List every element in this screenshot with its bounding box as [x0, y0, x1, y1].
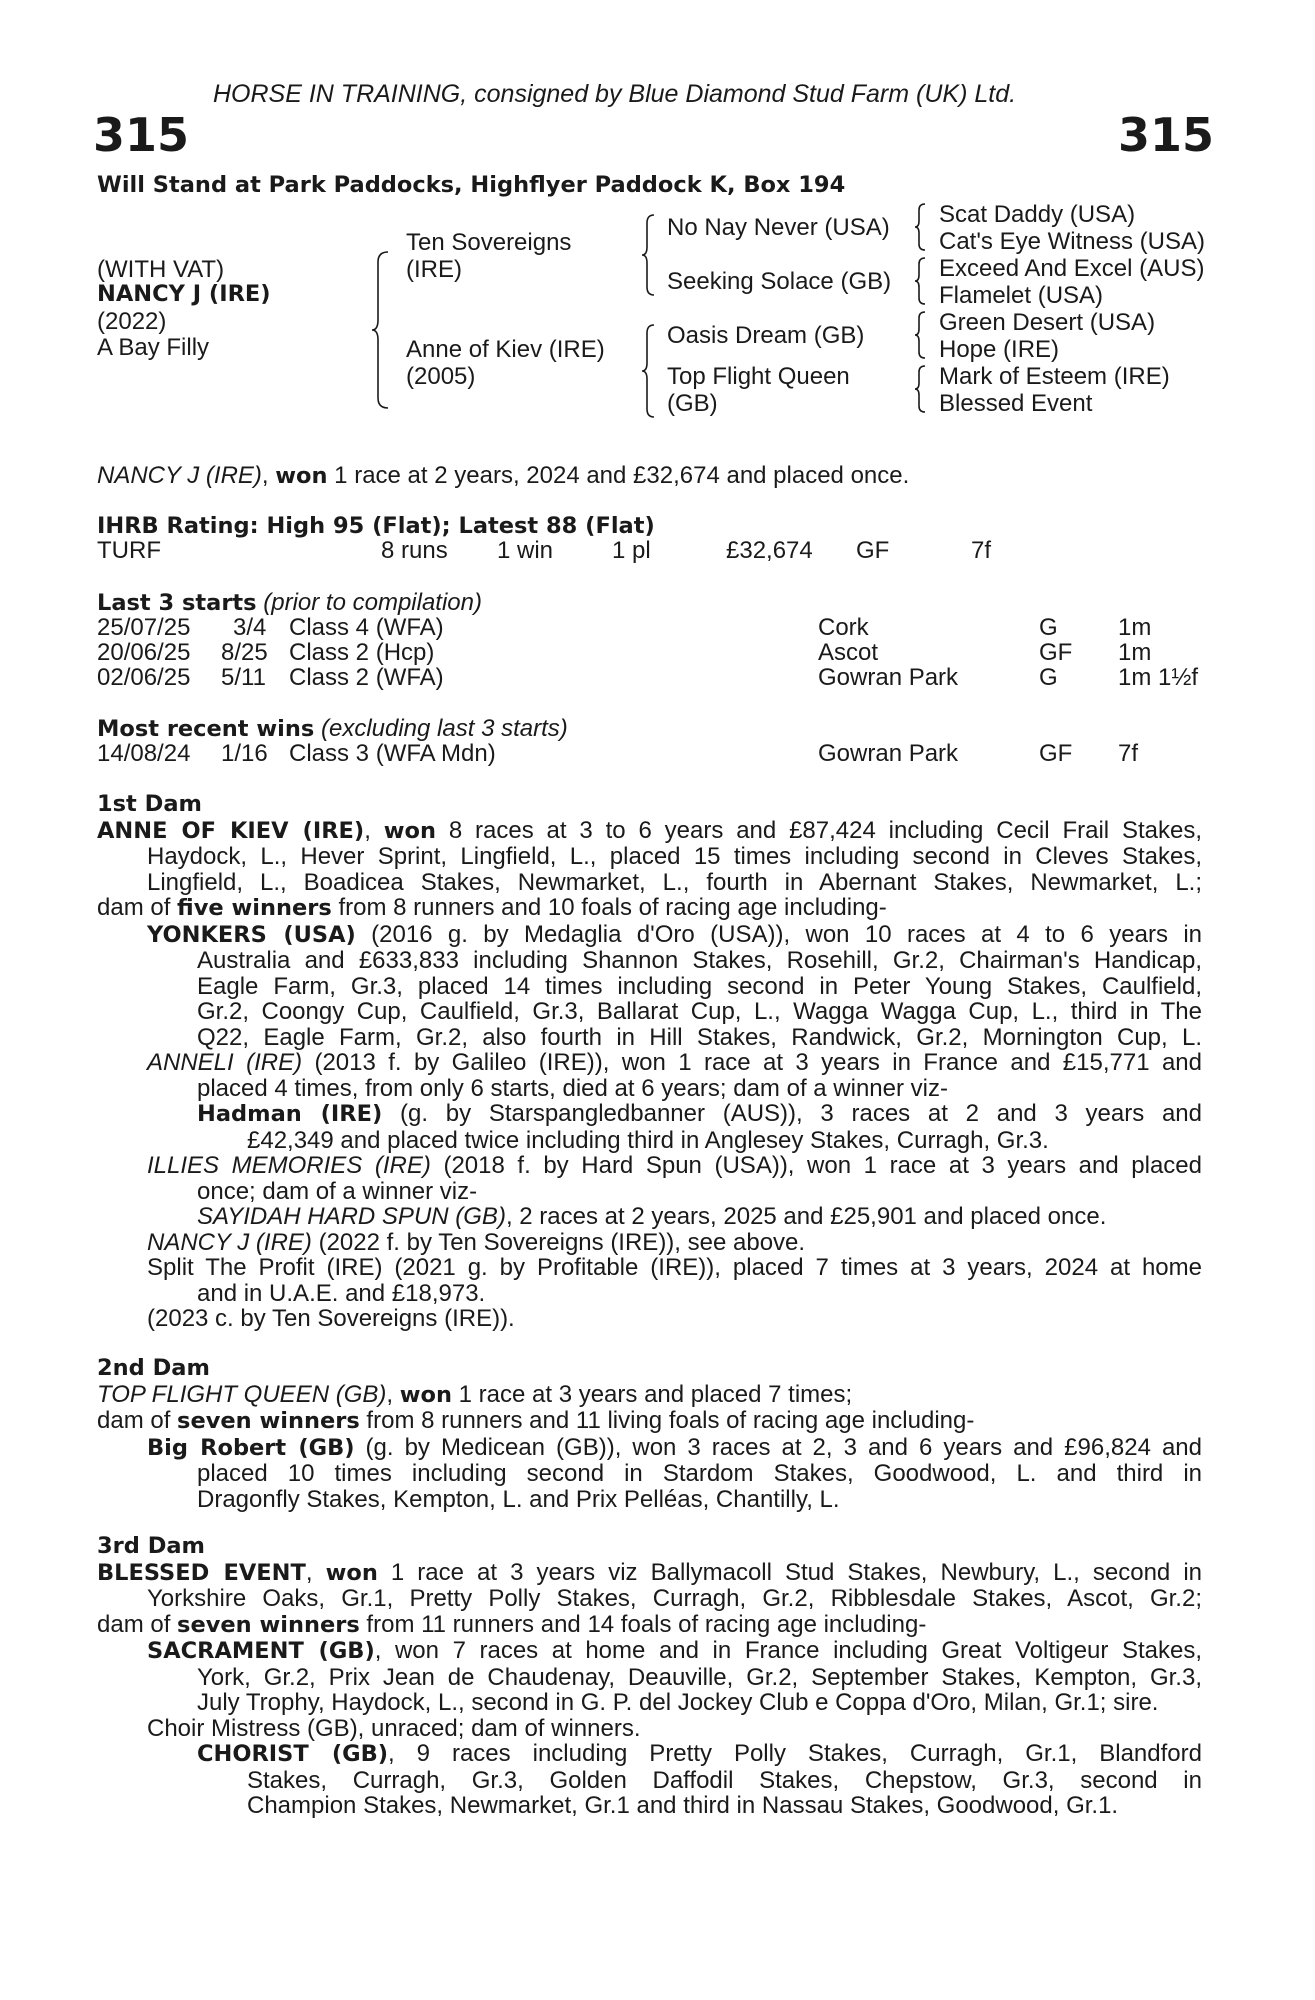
- produce-prefix: dam of: [97, 894, 178, 921]
- sire-of-sire: No Nay Never (USA): [667, 214, 890, 241]
- chorist-line-2: Stakes, Curragh, Gr.3, Golden Daffodil Stakes, Chepstow, Gr.3, second in: [247, 1766, 1202, 1794]
- produce-winners: seven winners: [177, 1408, 360, 1434]
- pedigree-ssd: Cat's Eye Witness (USA): [939, 228, 1205, 255]
- start-date: 02/06/25: [97, 664, 191, 691]
- second-dam-name: TOP FLIGHT QUEEN (GB): [97, 1380, 387, 1408]
- third-dam-text: 1 race at 3 years viz Ballymacoll Stud Stakes, Newbury, L., second in: [377, 1558, 1202, 1586]
- dam-of-dam-line2: (GB): [667, 390, 718, 417]
- win-position: 1/16: [221, 740, 268, 767]
- last-starts-heading: [97, 590, 482, 617]
- big-robert-text: (g. by Medicean (GB)), won 3 races at 2, 3 and 6 years and £96,824 and: [354, 1433, 1202, 1461]
- first-dam-won: won: [383, 817, 436, 844]
- big-robert-line-3: Dragonfly Stakes, Kempton, L. and Prix Pelléas, Chantilly, L.: [197, 1485, 840, 1513]
- sacrament-name: SACRAMENT (GB): [147, 1638, 375, 1664]
- dam-of-sire: Seeking Solace (GB): [667, 268, 892, 295]
- rating-going: GF: [856, 537, 890, 564]
- summary-won: won: [275, 463, 328, 489]
- start-going: G: [1039, 664, 1058, 691]
- sayidah-line: [97, 1204, 1202, 1230]
- pedigree-main-bracket: [370, 250, 390, 410]
- start-going: G: [1039, 614, 1058, 641]
- sayidah-text: , 2 races at 2 years, 2025 and £25,901 and placed once.: [505, 1203, 1107, 1230]
- yonkers-line-5: Q22, Eagle Farm, Gr.2, also fourth in Hill Stakes, Randwick, Gr.2, Mornington Cup, L.: [197, 1023, 1202, 1051]
- win-date: 14/08/24: [97, 740, 191, 767]
- horse-name: NANCY J (IRE): [97, 281, 271, 307]
- start-date: 20/06/25: [97, 639, 191, 666]
- last-starts-note: (prior to compilation): [263, 589, 482, 616]
- pedigree-ddd: Blessed Event: [939, 390, 1093, 417]
- summary-rest: 1 race at 2 years, 2024 and £32,674 and placed once.: [327, 462, 910, 489]
- lot-number-left: 315: [93, 108, 190, 162]
- hadman-line-1: [97, 1101, 1202, 1128]
- nancy-line: [97, 1230, 1202, 1256]
- sire-country: (IRE): [406, 256, 462, 283]
- second-dam-section: [97, 1356, 1202, 1512]
- win-course: Gowran Park: [818, 740, 959, 767]
- produce-prefix: dam of: [97, 1407, 178, 1434]
- rating-surface: TURF: [97, 537, 161, 564]
- dam-of-dam-line1: Top Flight Queen: [667, 363, 850, 390]
- start-course: Cork: [818, 614, 869, 641]
- hadman-text: (g. by Starspangledbanner (AUS)), 3 races at 2 and 3 years and: [382, 1100, 1203, 1127]
- summary-horse-name: NANCY J (IRE): [97, 462, 262, 489]
- chorist-name: CHORIST (GB): [197, 1741, 389, 1767]
- sire-name: Ten Sovereigns: [406, 229, 572, 256]
- pedigree-sss: Scat Daddy (USA): [939, 201, 1136, 228]
- start-course: Gowran Park: [818, 664, 959, 691]
- chorist-line-1: [97, 1741, 1202, 1768]
- produce-suffix: from 8 runners and 11 living foals of racing age including-: [359, 1407, 975, 1434]
- yonkers-name: YONKERS (USA): [147, 921, 356, 948]
- rating-distance: 7f: [971, 537, 992, 564]
- start-distance: 1m: [1118, 614, 1152, 641]
- first-dam-text: 8 races at 3 to 6 years and £87,424 including Cecil Frail Stakes,: [435, 816, 1202, 844]
- start-class: Class 2 (Hcp): [289, 639, 435, 666]
- stabling-location: Will Stand at Park Paddocks, Highflyer Paddock K, Box 194: [97, 172, 846, 198]
- third-dam-line-1: BLESSED EVENT, won 1 race at 3 years viz Ballymacoll Stud Stakes, Newbury, L., second in: [97, 1558, 1202, 1586]
- sacrament-line-2: York, Gr.2, Prix Jean de Chaudenay, Deauville, Gr.2, September Stakes, Kempton, Gr.3,: [197, 1663, 1202, 1691]
- rating-runs: 8 runs: [381, 537, 448, 564]
- dam-name: Anne of Kiev (IRE): [406, 336, 605, 363]
- second-dam-text: 1 race at 3 years and placed 7 times;: [451, 1380, 853, 1408]
- first-dam-line-2: Haydock, L., Hever Sprint, Lingfield, L., placed 15 times including second in Cleves Stakes,: [147, 843, 1202, 870]
- split-line-1: Split The Profit (IRE) (2021 g. by Profitable (IRE)), placed 7 times at 3 years, 2024 at home: [147, 1254, 1202, 1281]
- sacrament-line-1: [97, 1638, 1202, 1665]
- start-going: GF: [1039, 639, 1073, 666]
- pedigree-bracket-ss: [913, 202, 927, 252]
- produce-suffix: from 11 runners and 14 foals of racing age including-: [359, 1610, 927, 1638]
- rating-wins: 1 win: [497, 537, 554, 564]
- third-dam-heading: 3rd Dam: [97, 1533, 205, 1559]
- illies-line-2: once; dam of a winner viz-: [197, 1177, 478, 1205]
- pedigree-sire-bracket: [640, 213, 656, 297]
- chorist-text: , 9 races including Pretty Polly Stakes, Curragh, Gr.1, Blandford: [388, 1740, 1202, 1767]
- pedigree-dsd: Hope (IRE): [939, 336, 1060, 363]
- sire-of-dam: Oasis Dream (GB): [667, 322, 865, 349]
- second-dam-produce-line: [97, 1408, 1202, 1435]
- anneli-name: ANNELI (IRE): [147, 1049, 303, 1076]
- win-going: GF: [1039, 740, 1073, 767]
- illies-line-1: [97, 1153, 1202, 1179]
- pedigree-sds: Exceed And Excel (AUS): [939, 255, 1205, 282]
- recent-wins-heading: [97, 716, 568, 743]
- start-date: 25/07/25: [97, 614, 191, 641]
- yonkers-line-2: Australia and £633,833 including Shannon Stakes, Rosehill, Gr.2, Chairman's Handicap,: [197, 947, 1202, 974]
- first-dam-section: [97, 792, 1202, 1332]
- produce-winners: seven winners: [177, 1611, 360, 1638]
- pedigree-dss: Green Desert (USA): [939, 309, 1156, 336]
- first-dam-name: ANNE OF KIEV (IRE): [97, 817, 365, 844]
- first-dam-line-3: Lingfield, L., Boadicea Stakes, Newmarket, L., fourth in Abernant Stakes, Newmarket, L.;: [147, 868, 1202, 896]
- win-class: Class 3 (WFA Mdn): [289, 740, 496, 767]
- first-dam-produce-line: [97, 895, 1202, 922]
- start-position: 5/11: [221, 664, 266, 691]
- nancy-text: (2022 f. by Ten Sovereigns (IRE)), see above.: [311, 1228, 806, 1256]
- third-dam-name: BLESSED EVENT: [97, 1559, 306, 1586]
- colt-line: (2023 c. by Ten Sovereigns (IRE)).: [147, 1305, 515, 1332]
- dam-year: (2005): [406, 363, 476, 390]
- first-dam-line-1: ANNE OF KIEV (IRE), won 8 races at 3 to 6 years and £87,424 including Cecil Frail Stakes,: [97, 816, 1202, 844]
- choir-mistress-line: Choir Mistress (GB), unraced; dam of winners.: [147, 1714, 641, 1742]
- sacrament-line-3: July Trophy, Haydock, L., second in G. P. del Jockey Club e Coppa d'Oro, Milan, Gr.1; sire.: [197, 1689, 1159, 1716]
- big-robert-line-2: placed 10 times including second in Stardom Stakes, Goodwood, L. and third in: [197, 1460, 1202, 1487]
- second-dam-heading: 2nd Dam: [97, 1355, 210, 1381]
- produce-suffix: from 8 runners and 10 foals of racing age including-: [331, 894, 887, 921]
- last-starts-title: Last 3 starts: [97, 590, 257, 616]
- vat-status: (WITH VAT): [97, 256, 225, 283]
- foaling-year: (2022): [97, 308, 167, 335]
- second-dam-won: won: [399, 1381, 452, 1408]
- start-distance: 1m 1½f: [1118, 664, 1199, 691]
- recent-wins-title: Most recent wins: [97, 716, 315, 742]
- produce-winners: five winners: [177, 895, 332, 921]
- nancy-name: NANCY J (IRE): [147, 1228, 312, 1256]
- start-course: Ascot: [818, 639, 879, 666]
- pedigree-bracket-dd: [913, 364, 927, 414]
- pedigree-dam-bracket: [640, 323, 656, 419]
- anneli-text: (2013 f. by Galileo (IRE)), won 1 race at 3 years in France and £15,771 and: [302, 1049, 1202, 1076]
- produce-prefix: dam of: [97, 1610, 178, 1638]
- pedigree-dds: Mark of Esteem (IRE): [939, 363, 1170, 390]
- horse-description: A Bay Filly: [97, 334, 210, 361]
- illies-name: ILLIES MEMORIES (IRE): [147, 1152, 431, 1179]
- recent-wins-note: (excluding last 3 starts): [320, 715, 568, 742]
- third-dam-produce-line: [97, 1612, 1202, 1639]
- summary-comma: ,: [261, 462, 276, 489]
- hadman-line-2: £42,349 and placed twice including third in Anglesey Stakes, Curragh, Gr.3.: [247, 1126, 1049, 1154]
- race-summary: [97, 463, 909, 490]
- yonkers-line-1: [97, 922, 1202, 949]
- pedigree-bracket-sd: [913, 256, 927, 306]
- anneli-line-1: [97, 1050, 1202, 1076]
- start-class: Class 4 (WFA): [289, 614, 444, 641]
- ihrb-rating: IHRB Rating: High 95 (Flat); Latest 88 (Flat): [97, 513, 655, 539]
- start-position: 8/25: [221, 639, 268, 666]
- yonkers-text: (2016 g. by Medaglia d'Oro (USA)), won 10 races at 4 to 6 years in: [355, 920, 1202, 948]
- big-robert-name: Big Robert (GB): [147, 1434, 355, 1461]
- first-dam-heading: 1st Dam: [97, 791, 202, 817]
- pedigree-sdd: Flamelet (USA): [939, 282, 1104, 309]
- chorist-line-3: Champion Stakes, Newmarket, Gr.1 and third in Nassau Stakes, Goodwood, Gr.1.: [247, 1792, 1119, 1819]
- yonkers-line-3: Eagle Farm, Gr.3, placed 14 times including second in Peter Young Stakes, Caulfield,: [197, 972, 1202, 1000]
- illies-text: (2018 f. by Hard Spun (USA)), won 1 race at 3 years and placed: [430, 1152, 1202, 1179]
- rating-placed: 1 pl: [612, 537, 651, 564]
- win-distance: 7f: [1118, 740, 1139, 767]
- third-dam-section: [97, 1534, 1202, 1819]
- start-class: Class 2 (WFA): [289, 664, 444, 691]
- start-position: 3/4: [233, 614, 267, 641]
- rating-earnings: £32,674: [726, 537, 813, 564]
- anneli-line-2: placed 4 times, from only 6 starts, died at 6 years; dam of a winner viz-: [197, 1074, 948, 1102]
- sacrament-text: , won 7 races at home and in France including Great Voltigeur Stakes,: [374, 1637, 1202, 1664]
- third-dam-line-2: Yorkshire Oaks, Gr.1, Pretty Polly Stakes, Curragh, Gr.2, Ribblesdale Stakes, Ascot, Gr.2;: [147, 1585, 1202, 1612]
- consignment-line: HORSE IN TRAINING, consigned by Blue Diamond Stud Farm (UK) Ltd.: [213, 80, 1017, 108]
- split-line-2: and in U.A.E. and £18,973.: [197, 1279, 486, 1307]
- hadman-name: Hadman (IRE): [197, 1101, 383, 1127]
- pedigree-bracket-ds: [913, 310, 927, 360]
- big-robert-line-1: [97, 1435, 1202, 1462]
- sayidah-name: SAYIDAH HARD SPUN (GB): [197, 1203, 506, 1230]
- third-dam-won: won: [325, 1559, 378, 1586]
- second-dam-line-1: TOP FLIGHT QUEEN (GB), won 1 race at 3 years and placed 7 times;: [97, 1380, 853, 1408]
- lot-number-right: 315: [1118, 108, 1215, 162]
- start-distance: 1m: [1118, 639, 1152, 666]
- yonkers-line-4: Gr.2, Coongy Cup, Caulfield, Gr.3, Ballarat Cup, L., Wagga Wagga Cup, L., third in The: [197, 998, 1202, 1025]
